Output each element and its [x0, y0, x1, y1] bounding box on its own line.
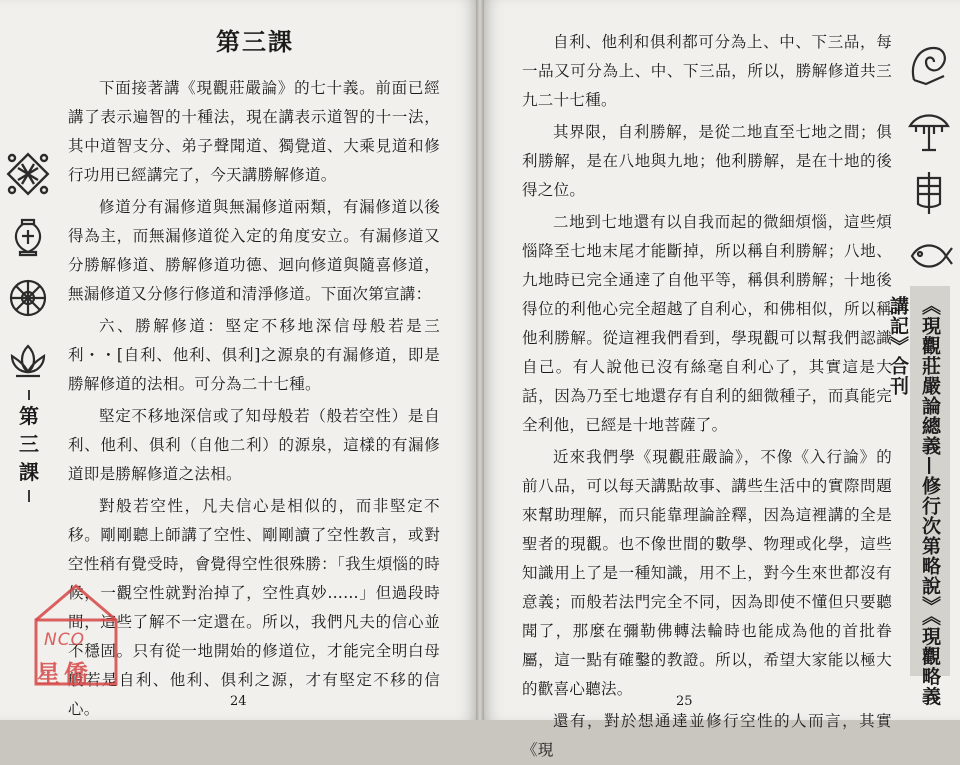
side-rule — [28, 390, 30, 400]
paragraph: 對般若空性，凡夫信心是相似的，而非堅定不移。剛剛聽上師講了空性、剛剛讀了空性教言，或對空性稍有覺受時，會覺得空性很殊勝：「我生煩惱的時候，一觀空性就對治掉了，空性真妙……」但過段時間，這些了解不一定還在。所以，我們凡夫的信心並不穩固。只有從一地開始的修道位，才能完全明白母般若是自利、他利、俱利之源，才有堅定不移的信心。 — [68, 497, 440, 718]
paragraph: 還有，對於想通達並修行空性的人而言，其實《現 — [522, 712, 892, 759]
paragraph: 下面接著講《現觀莊嚴論》的七十義。前面已經講了表示遍智的十種法，現在講表示道智的十一法，其中道智支分、弟子聲聞道、獨覺道、大乘見道和修行功用已經講完了，今天講勝解修道。 — [68, 79, 440, 184]
paragraph: 堅定不移地深信或了知母般若（般若空性）是自利、他利、俱利（自他二利）的源泉，這樣的有漏修道即是勝解修道之法相。 — [68, 407, 440, 483]
page-number-left: 24 — [230, 694, 247, 709]
paragraph: 近來我們學《現觀莊嚴論》，不像《入行論》的前八品，可以每天講點故事、講些生活中的實際問題來幫助理解，而只能靠理論詮釋，因為這裡講的全是聖者的現觀。也不像世間的數學、物理或化學，這些知識用上了是一種知識，用不上，對今生來世都沒有意義；而般若法門完全不同，因為即使不懂但只要聽聞了，那麼在彌勒佛轉法輪時也能成為他的首批眷屬，這一點有確鑿的教證。所以，希望大家能以極大的歡喜心聽法。 — [522, 448, 892, 698]
side-rule — [28, 490, 30, 502]
parasol-icon — [904, 104, 954, 154]
endless-knot-icon — [6, 152, 50, 196]
chapter-title: 第三課 — [216, 27, 294, 56]
lotus-icon — [6, 338, 50, 382]
vase-icon — [6, 214, 50, 258]
paragraph: 自利、他利和俱利都可分為上、中、下三品，每一品又可分為上、中、下三品，所以，勝解修道共三九二十七種。 — [522, 33, 892, 109]
watermark-name: 星僑 — [36, 660, 92, 688]
book-vertical-title: 《現觀莊嚴論總義—修行次第略說》《現觀略義講記》合刊 — [887, 296, 941, 707]
victory-banner-icon — [904, 168, 954, 218]
paragraph: 修道分有漏修道與無漏修道兩類，有漏修道以後得為主，而無漏修道從入定的角度安立。有漏修道又分勝解修道、勝解修道功德、迴向修道與隨喜修道，無漏修道又分修行修道和清淨修道。下面次第宣講： — [68, 198, 440, 303]
watermark-text: NCO — [44, 630, 85, 650]
dharma-wheel-icon — [6, 276, 50, 320]
paragraph: 二地到七地還有以自我而起的微細煩惱，這些煩惱降至七地末尾才能斷掉，所以稱自利勝解；八地、九地時已完全通達了自他平等，稱俱利勝解；十地後得位的利他心完全超越了自利心，和佛相似，所以稱他利勝解。從這裡我們看到，學現觀可以幫我們認識自己。有人說他已沒有絲毫自利心了，其實這是大話，因為乃至七地還存有自利的細微種子，而真能完全利他，已經是十地菩薩了。 — [522, 213, 892, 434]
conch-icon — [904, 40, 954, 90]
paragraph: 六、勝解修道：堅定不移地深信母般若是三利・・[自利、他利、俱利]之源泉的有漏修道，即是勝解修道的法相。可分為二十七種。 — [68, 317, 440, 393]
right-page-body — [522, 28, 892, 765]
side-chapter-label: 第三課 — [19, 404, 39, 484]
paragraph: 其界限，自利勝解，是從二地直至七地之間；俱利勝解，是在八地與九地；他利勝解，是在十地的後得之位。 — [522, 123, 892, 199]
golden-fish-icon — [904, 230, 954, 280]
page-number-right: 25 — [676, 694, 693, 709]
book-gutter — [476, 0, 484, 720]
